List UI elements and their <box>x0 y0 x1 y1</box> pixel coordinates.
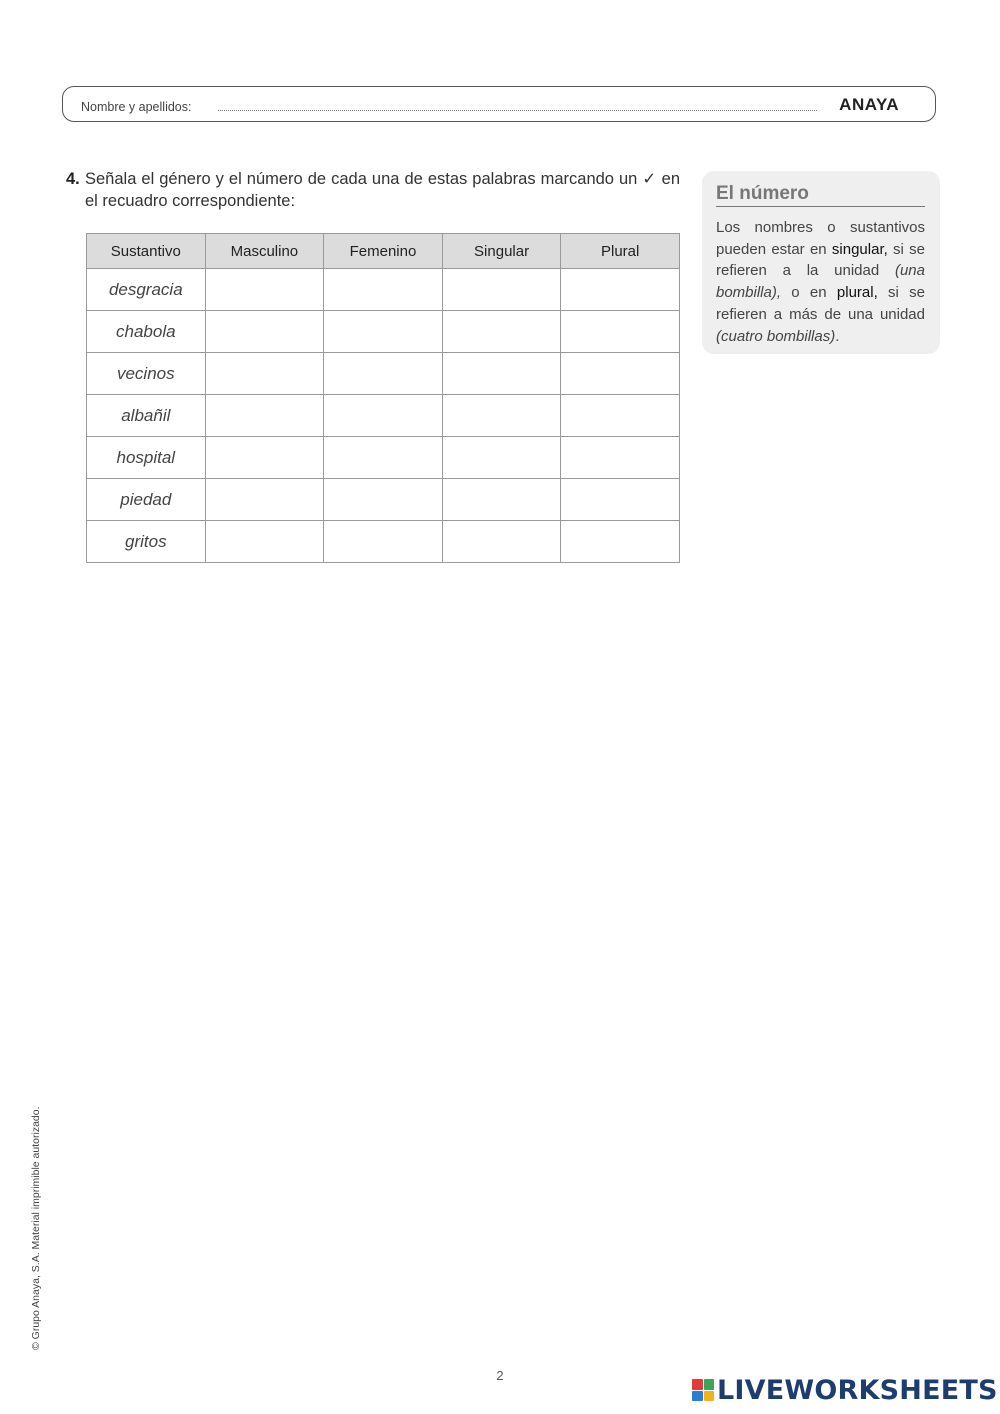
masculino-box[interactable] <box>205 479 324 521</box>
sidebar-title: El número <box>716 183 925 207</box>
mark-square <box>692 1379 703 1390</box>
word-cell: vecinos <box>87 353 206 395</box>
singular-box[interactable] <box>442 521 561 563</box>
name-label: Nombre y apellidos: <box>81 100 192 114</box>
term-singular: singular, <box>831 240 888 258</box>
sidebar-text: Los nombres o sustantivos pueden estar en <box>716 219 925 258</box>
masculino-box[interactable] <box>205 311 324 353</box>
mark-square <box>704 1391 715 1402</box>
header-singular: Singular <box>442 234 561 269</box>
header-femenino: Femenino <box>324 234 443 269</box>
sidebar-body <box>716 217 925 347</box>
singular-box[interactable] <box>442 395 561 437</box>
femenino-box[interactable] <box>324 353 443 395</box>
exercise-number: 4. <box>66 170 80 188</box>
table-row <box>87 437 680 479</box>
masculino-box[interactable] <box>205 437 324 479</box>
plural-box[interactable] <box>561 437 680 479</box>
copyright-notice: © Grupo Anaya, S.A. Material imprimible autorizado. <box>30 1106 42 1350</box>
exercise-4 <box>66 168 680 212</box>
femenino-box[interactable] <box>324 311 443 353</box>
name-field-line[interactable] <box>218 110 817 111</box>
mark-square <box>692 1391 703 1402</box>
header-bar <box>62 86 936 122</box>
masculino-box[interactable] <box>205 395 324 437</box>
femenino-box[interactable] <box>324 395 443 437</box>
table-row <box>87 395 680 437</box>
classification-table <box>86 233 680 563</box>
term-plural: plural, <box>836 284 878 302</box>
exercise-instruction: Señala el género y el número de cada una de estas palabras marcando un ✓ en el recuadro correspondiente: <box>85 170 680 210</box>
singular-box[interactable] <box>442 353 561 395</box>
word-cell: hospital <box>87 437 206 479</box>
word-cell: piedad <box>87 479 206 521</box>
table-header-row <box>87 234 680 269</box>
info-sidebar <box>702 171 940 354</box>
masculino-box[interactable] <box>205 353 324 395</box>
plural-box[interactable] <box>561 479 680 521</box>
liveworksheets-logo <box>692 1375 998 1405</box>
femenino-box[interactable] <box>324 479 443 521</box>
table-row <box>87 479 680 521</box>
masculino-box[interactable] <box>205 269 324 311</box>
femenino-box[interactable] <box>324 269 443 311</box>
table-row <box>87 353 680 395</box>
table-row <box>87 311 680 353</box>
femenino-box[interactable] <box>324 437 443 479</box>
plural-box[interactable] <box>561 311 680 353</box>
sidebar-text: . <box>835 327 840 345</box>
table-row <box>87 269 680 311</box>
plural-box[interactable] <box>561 269 680 311</box>
plural-box[interactable] <box>561 521 680 563</box>
word-cell: albañil <box>87 395 206 437</box>
plural-box[interactable] <box>561 353 680 395</box>
example-singular: (una bombilla), <box>716 262 925 302</box>
liveworksheets-wordmark: LIVEWORKSHEETS <box>717 1374 998 1406</box>
anaya-logo: ANAYA <box>839 95 899 114</box>
mark-square <box>704 1379 715 1390</box>
sidebar-text: o en <box>781 284 837 302</box>
word-cell: chabola <box>87 311 206 353</box>
sidebar-text: si se refieren a más de una unidad <box>716 284 926 323</box>
liveworksheets-mark-icon <box>692 1379 714 1401</box>
table-row <box>87 521 680 563</box>
singular-box[interactable] <box>442 269 561 311</box>
plural-box[interactable] <box>561 395 680 437</box>
sidebar-text: si se refieren a la unidad <box>716 240 925 280</box>
masculino-box[interactable] <box>205 521 324 563</box>
femenino-box[interactable] <box>324 521 443 563</box>
header-plural: Plural <box>561 234 680 269</box>
page-number: 2 <box>496 1368 504 1383</box>
example-plural: (cuatro bombillas) <box>716 327 836 345</box>
word-cell: gritos <box>87 521 206 563</box>
word-cell: desgracia <box>87 269 206 311</box>
singular-box[interactable] <box>442 311 561 353</box>
header-sustantivo: Sustantivo <box>87 234 206 269</box>
singular-box[interactable] <box>442 437 561 479</box>
header-masculino: Masculino <box>205 234 324 269</box>
singular-box[interactable] <box>442 479 561 521</box>
